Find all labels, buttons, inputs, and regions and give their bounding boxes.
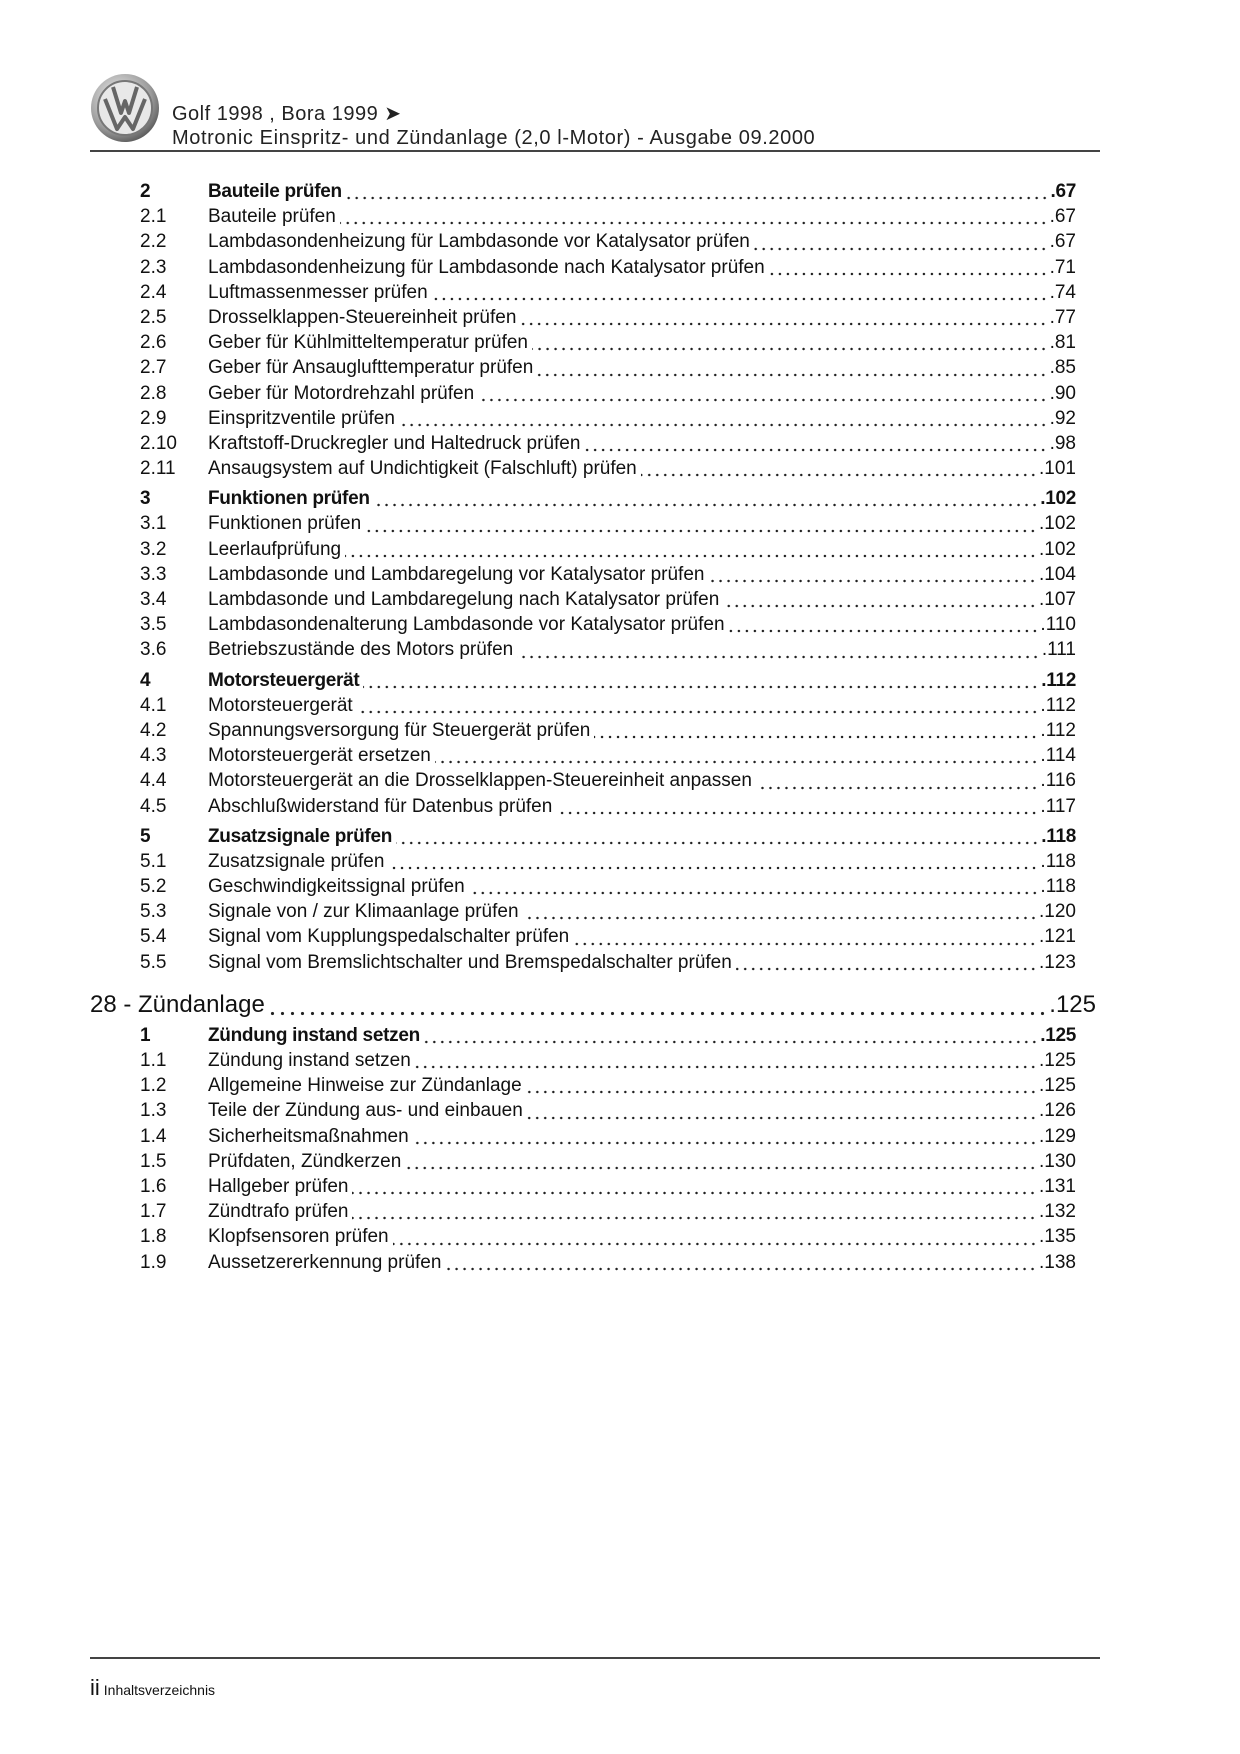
- toc-title: Betriebszustände des Motors prüfen: [208, 639, 514, 661]
- toc-page: .125: [1039, 1075, 1076, 1097]
- toc-num: 3: [140, 488, 151, 510]
- dot-leader: [478, 398, 1047, 402]
- toc-num: 2.11: [140, 458, 176, 480]
- header-title: Golf 1998 , Bora 1999 ➤: [172, 103, 402, 125]
- toc-page: .112: [1040, 694, 1076, 716]
- toc-title: Allgemeine Hinweise zur Zündanlage: [208, 1075, 522, 1097]
- toc-num: 5: [140, 825, 151, 847]
- toc-title: Einspritzventile prüfen: [208, 407, 395, 429]
- toc-title: Bauteile prüfen: [208, 181, 342, 202]
- toc-page: .102: [1040, 488, 1076, 510]
- toc-num: 4.4: [140, 770, 167, 792]
- dot-leader: [520, 322, 1047, 326]
- toc-title: Lambdasondenheizung für Lambdasonde nach Katalysator prüfen: [208, 256, 765, 278]
- toc-entry[interactable]: [90, 1126, 1096, 1151]
- toc-page: .90: [1049, 382, 1076, 404]
- toc-title: Motorsteuergerät: [208, 694, 353, 716]
- toc-page: .132: [1039, 1201, 1076, 1223]
- dot-leader: [345, 554, 1037, 558]
- toc-title: Zündung instand setzen: [208, 1050, 411, 1071]
- toc-page: .117: [1040, 795, 1076, 817]
- toc-num: 5.5: [140, 951, 167, 973]
- dot-leader: [363, 685, 1039, 689]
- toc-title: 28 - Zündanlage: [90, 990, 265, 1018]
- toc-num: 5.1: [140, 850, 167, 872]
- toc-entry[interactable]: [90, 796, 1096, 821]
- dot-leader: [352, 1191, 1037, 1195]
- toc-page: .110: [1040, 614, 1076, 636]
- dot-leader: [388, 866, 1038, 870]
- page-number: ii: [90, 1675, 100, 1700]
- toc-page: .102: [1039, 538, 1076, 560]
- toc-num: 3.5: [140, 614, 167, 636]
- toc-entry[interactable]: [90, 488, 1096, 513]
- toc-entry[interactable]: [90, 876, 1096, 901]
- toc-title: Abschlußwiderstand für Datenbus prüfen: [208, 795, 553, 817]
- toc-page: .138: [1039, 1251, 1076, 1273]
- toc-page: .130: [1039, 1150, 1076, 1172]
- dot-leader: [517, 655, 1040, 659]
- toc-num: 3.4: [140, 589, 167, 610]
- toc-title: Geschwindigkeitssignal prüfen: [208, 876, 465, 898]
- toc-page: .107: [1039, 589, 1076, 610]
- dot-leader: [413, 1141, 1037, 1145]
- dot-leader: [340, 221, 1048, 225]
- toc-page: .126: [1039, 1100, 1076, 1122]
- dot-leader: [393, 1242, 1037, 1246]
- toc-page: .104: [1039, 563, 1076, 585]
- toc-num: 3.2: [140, 538, 167, 560]
- dot-leader: [435, 760, 1039, 764]
- toc-num: 2: [140, 181, 151, 202]
- toc-num: 3.1: [140, 513, 167, 535]
- toc-entry[interactable]: [90, 851, 1096, 876]
- toc-entry[interactable]: [90, 926, 1096, 951]
- toc-title: Motorsteuergerät an die Drosselklappen-Steuereinheit anpassen: [208, 770, 752, 792]
- toc-entry[interactable]: [90, 357, 1096, 382]
- toc-num: 2.5: [140, 306, 167, 328]
- dot-leader: [729, 629, 1039, 633]
- dot-leader: [641, 473, 1037, 477]
- dot-leader: [269, 1011, 1047, 1016]
- footer-label: Inhaltsverzeichnis: [103, 1682, 216, 1698]
- toc-page: .81: [1049, 332, 1076, 354]
- toc-entry[interactable]: [90, 282, 1096, 307]
- toc-num: 4.1: [140, 694, 167, 716]
- toc-entry[interactable]: [90, 1025, 1096, 1050]
- dot-leader: [594, 735, 1038, 739]
- toc-entry[interactable]: [90, 720, 1096, 745]
- toc-num: 1.9: [140, 1251, 167, 1273]
- toc-title: Geber für Kühlmitteltemperatur prüfen: [208, 332, 528, 354]
- toc-entry[interactable]: [90, 564, 1096, 589]
- dot-leader: [357, 710, 1039, 714]
- toc-num: 1: [140, 1024, 151, 1046]
- toc-title: Prüfdaten, Zündkerzen: [208, 1150, 402, 1172]
- toc-num: 1.8: [140, 1226, 167, 1248]
- dot-leader: [352, 1216, 1037, 1220]
- toc-num: 5.3: [140, 901, 167, 923]
- dot-leader: [424, 1040, 1038, 1044]
- dot-leader: [573, 942, 1037, 946]
- toc-title: Funktionen prüfen: [208, 513, 362, 535]
- toc-page: .71: [1049, 256, 1076, 278]
- toc-page: .111: [1041, 639, 1076, 661]
- toc-num: 2.9: [140, 407, 167, 429]
- toc-page: .67: [1050, 181, 1076, 202]
- toc-entry[interactable]: [90, 539, 1096, 564]
- toc-entry[interactable]: [90, 433, 1096, 458]
- toc-entry[interactable]: [90, 770, 1096, 795]
- dot-leader: [399, 423, 1048, 427]
- toc-title: Signal vom Bremslichtschalter und Bremspedalschalter prüfen: [208, 951, 732, 973]
- toc-num: 2.8: [140, 382, 167, 404]
- toc-entry[interactable]: [90, 1050, 1096, 1075]
- dot-leader: [532, 347, 1048, 351]
- toc-title: Lambdasondenheizung für Lambdasonde vor Katalysator prüfen: [208, 231, 750, 253]
- toc-title: Zusatzsignale prüfen: [208, 825, 393, 847]
- toc-title: Aussetzererkennung prüfen: [208, 1251, 442, 1273]
- toc-title: Signale von / zur Klimaanlage prüfen: [208, 901, 519, 923]
- toc-num: 1.4: [140, 1125, 167, 1147]
- toc-entry[interactable]: [90, 257, 1096, 282]
- toc-entry[interactable]: [90, 1075, 1096, 1100]
- dot-leader: [769, 272, 1048, 276]
- toc-title: Zündung instand setzen: [208, 1024, 420, 1046]
- toc-num: 2.10: [140, 432, 177, 454]
- toc-title: Teile der Zündung aus- und einbauen: [208, 1100, 523, 1122]
- vw-logo-icon: [90, 73, 160, 143]
- toc-page: .92: [1049, 407, 1076, 429]
- footer-divider: [90, 1657, 1100, 1659]
- dot-leader: [396, 841, 1039, 845]
- toc-page: .131: [1039, 1175, 1076, 1197]
- dot-leader: [708, 579, 1037, 583]
- toc-page: .74: [1049, 281, 1076, 303]
- dot-leader: [736, 967, 1037, 971]
- toc-entry[interactable]: [90, 206, 1096, 231]
- toc-page: .125: [1039, 1050, 1076, 1071]
- dot-leader: [346, 196, 1049, 200]
- toc-num: 1.1: [140, 1050, 167, 1071]
- toc-num: 2.1: [140, 206, 167, 228]
- toc-entry[interactable]: [90, 1176, 1096, 1201]
- toc-page: .67: [1049, 206, 1076, 228]
- toc-num: 2.6: [140, 332, 167, 354]
- toc-num: 4: [140, 669, 151, 691]
- toc-title: Luftmassenmesser prüfen: [208, 281, 428, 303]
- toc-title: Lambdasonde und Lambdaregelung vor Katalysator prüfen: [208, 563, 705, 585]
- toc-page: .116: [1040, 770, 1076, 792]
- dot-leader: [523, 916, 1037, 920]
- toc-page: .120: [1039, 901, 1076, 923]
- toc-entry[interactable]: [90, 181, 1096, 206]
- toc-page: .135: [1039, 1226, 1076, 1248]
- dot-leader: [445, 1267, 1037, 1271]
- dot-leader: [432, 297, 1048, 301]
- toc-entry[interactable]: [90, 231, 1096, 256]
- toc-title: Geber für Motordrehzahl prüfen: [208, 382, 475, 404]
- toc-page: .123: [1039, 951, 1076, 973]
- toc-title: Lambdasondenalterung Lambdasonde vor Katalysator prüfen: [208, 614, 725, 636]
- header-subtitle: Motronic Einspritz- und Zündanlage (2,0 l-Motor) - Ausgabe 09.2000: [172, 127, 816, 149]
- toc-num: 4.3: [140, 745, 167, 767]
- toc-title: Ansaugsystem auf Undichtigkeit (Falschluft) prüfen: [208, 458, 637, 480]
- dot-leader: [756, 786, 1038, 790]
- toc-entry[interactable]: [90, 332, 1096, 357]
- toc-entry[interactable]: [90, 1100, 1096, 1125]
- dot-leader: [365, 529, 1037, 533]
- toc-num: 1.5: [140, 1150, 167, 1172]
- toc-num: 1.7: [140, 1201, 167, 1223]
- dot-leader: [754, 247, 1048, 251]
- footer: [90, 1675, 215, 1701]
- toc-page: .118: [1040, 850, 1076, 872]
- toc-title: Zündtrafo prüfen: [208, 1201, 349, 1223]
- toc-entry[interactable]: [90, 826, 1096, 851]
- toc-title: Sicherheitsmaßnahmen: [208, 1125, 409, 1147]
- toc-title: Motorsteuergerät: [208, 669, 360, 691]
- toc-entry[interactable]: [90, 1201, 1096, 1226]
- toc-page: .129: [1039, 1125, 1076, 1147]
- toc-title: Hallgeber prüfen: [208, 1175, 349, 1197]
- header-divider: [90, 150, 1100, 152]
- toc-page: .118: [1041, 825, 1076, 847]
- toc-title: Leerlaufprüfung: [208, 538, 342, 560]
- toc-entry[interactable]: [90, 1226, 1096, 1251]
- toc-page: .121: [1039, 926, 1076, 948]
- toc-page: .112: [1041, 669, 1076, 691]
- dot-leader: [469, 891, 1039, 895]
- toc-num: 5.2: [140, 876, 167, 898]
- toc-page: .125: [1040, 1024, 1076, 1046]
- toc-entry[interactable]: [90, 991, 1096, 1023]
- toc-title: Kraftstoff-Druckregler und Haltedruck prüfen: [208, 432, 581, 454]
- toc-entry[interactable]: [90, 513, 1096, 538]
- toc-entry[interactable]: [90, 408, 1096, 433]
- dot-leader: [556, 811, 1038, 815]
- toc-num: 4.2: [140, 719, 167, 741]
- dot-leader: [584, 448, 1047, 452]
- dot-leader: [415, 1065, 1037, 1069]
- toc-title: Drosselklappen-Steuereinheit prüfen: [208, 306, 517, 328]
- toc-page: .112: [1040, 719, 1076, 741]
- dot-leader: [723, 604, 1037, 608]
- toc-num: 2.3: [140, 256, 167, 278]
- toc-page: .118: [1040, 876, 1076, 898]
- dot-leader: [374, 503, 1039, 507]
- toc-title: Lambdasonde und Lambdaregelung nach Katalysator prüfen: [208, 589, 720, 610]
- toc-num: 2.7: [140, 357, 167, 379]
- toc-entry[interactable]: [90, 307, 1096, 332]
- dot-leader: [537, 373, 1047, 377]
- toc-page: .85: [1049, 357, 1076, 379]
- toc-title: Signal vom Kupplungspedalschalter prüfen: [208, 926, 570, 948]
- toc-num: 2.2: [140, 231, 167, 253]
- dot-leader: [527, 1116, 1037, 1120]
- toc-title: Motorsteuergerät ersetzen: [208, 745, 431, 767]
- toc-title: Zusatzsignale prüfen: [208, 850, 385, 872]
- toc-page: .125: [1049, 990, 1096, 1018]
- dot-leader: [405, 1166, 1037, 1170]
- toc-num: 1.6: [140, 1175, 167, 1197]
- toc-num: 4.5: [140, 795, 167, 817]
- toc-entry[interactable]: [90, 670, 1096, 695]
- toc-title: Funktionen prüfen: [208, 488, 370, 510]
- toc-page: .77: [1049, 306, 1076, 328]
- toc-page: .101: [1039, 458, 1076, 480]
- toc-num: 3.3: [140, 563, 167, 585]
- toc-entry[interactable]: [90, 952, 1096, 977]
- table-of-contents: [90, 176, 1096, 1277]
- toc-page: .98: [1049, 432, 1076, 454]
- toc-entry[interactable]: [90, 639, 1096, 664]
- toc-entry[interactable]: [90, 614, 1096, 639]
- toc-num: 1.2: [140, 1075, 167, 1097]
- toc-title: Klopfsensoren prüfen: [208, 1226, 389, 1248]
- toc-page: .102: [1039, 513, 1076, 535]
- toc-title: Spannungsversorgung für Steuergerät prüfen: [208, 719, 591, 741]
- toc-entry[interactable]: [90, 383, 1096, 408]
- toc-page: .114: [1040, 745, 1076, 767]
- toc-title: Bauteile prüfen: [208, 206, 336, 228]
- toc-page: .67: [1049, 231, 1076, 253]
- toc-entry[interactable]: [90, 589, 1096, 614]
- toc-entry[interactable]: [90, 901, 1096, 926]
- toc-entry[interactable]: [90, 1151, 1096, 1176]
- toc-entry[interactable]: [90, 458, 1096, 483]
- toc-num: 5.4: [140, 926, 167, 948]
- toc-num: 2.4: [140, 281, 167, 303]
- toc-entry[interactable]: [90, 1252, 1096, 1277]
- toc-num: 1.3: [140, 1100, 167, 1122]
- dot-leader: [526, 1090, 1037, 1094]
- toc-title: Geber für Ansauglufttemperatur prüfen: [208, 357, 534, 379]
- toc-entry[interactable]: [90, 745, 1096, 770]
- toc-num: 3.6: [140, 639, 167, 661]
- toc-entry[interactable]: [90, 695, 1096, 720]
